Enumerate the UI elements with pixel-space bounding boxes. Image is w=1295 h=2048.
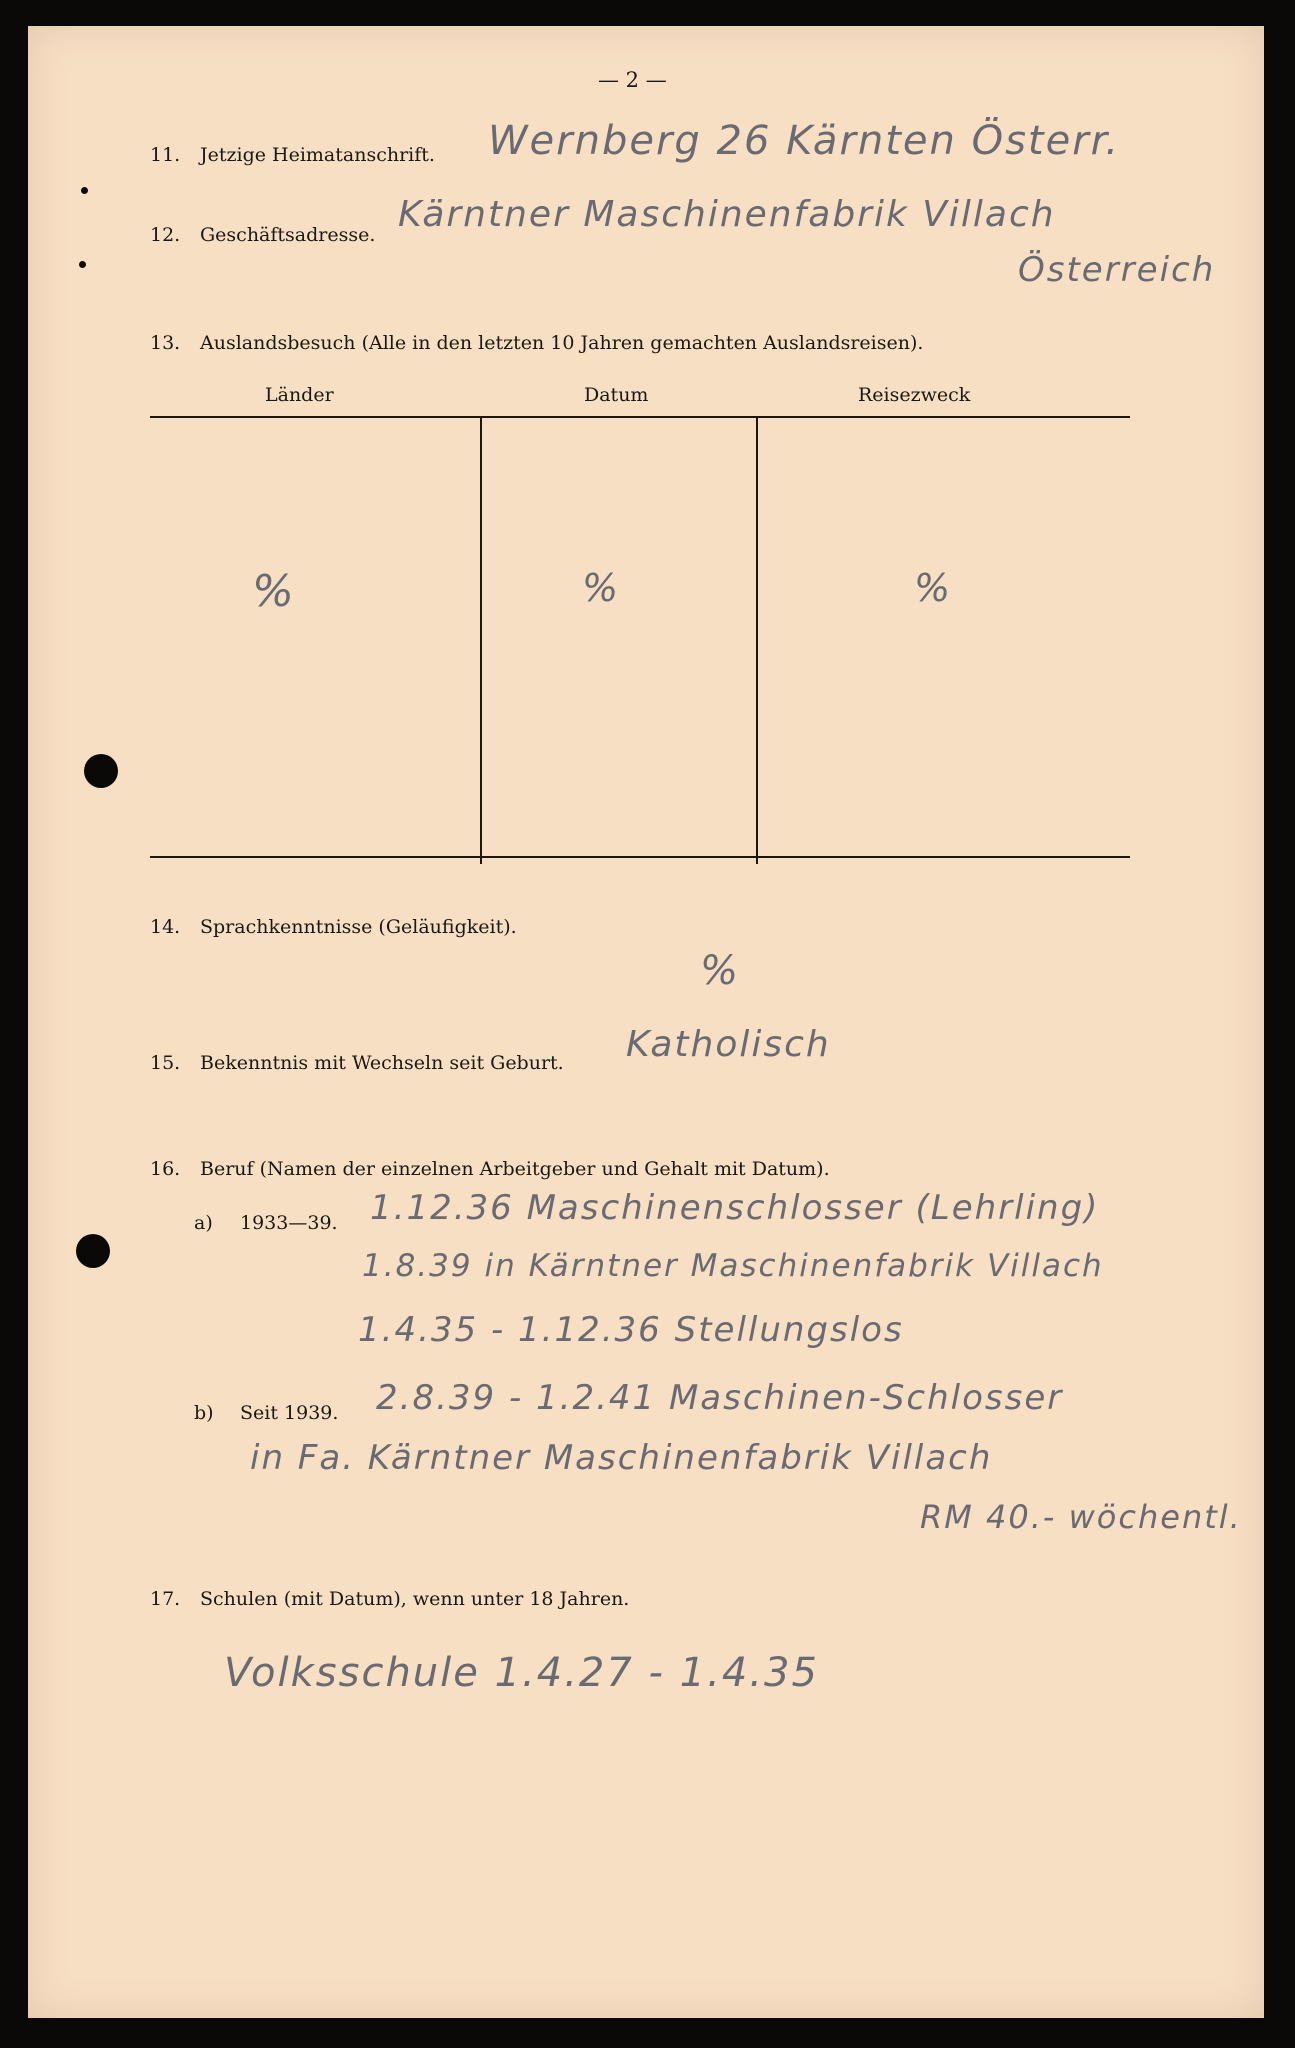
table-cell-laender: %	[252, 566, 296, 617]
q16a-period: 1933—39.	[240, 1212, 338, 1234]
q14-answer: %	[700, 948, 741, 994]
q16a-line3: 1.4.35 - 1.12.36 Stellungslos	[358, 1310, 904, 1350]
table-cell-datum: %	[582, 566, 621, 610]
form-page	[28, 26, 1264, 2018]
q11-label: Jetzige Heimatanschrift.	[200, 144, 435, 166]
q15-label: Bekenntnis mit Wechseln seit Geburt.	[200, 1052, 564, 1074]
table-top-rule	[150, 416, 1130, 418]
q14-number: 14.	[150, 916, 181, 938]
q14-label: Sprachkenntnisse (Geläufigkeit).	[200, 916, 517, 938]
q16b-line3: RM 40.- wöchentl.	[920, 1498, 1242, 1536]
table-header-laender: Länder	[265, 384, 334, 406]
page-number: — 2 —	[598, 68, 667, 92]
q17-answer: Volksschule 1.4.27 - 1.4.35	[224, 1650, 819, 1696]
q16b-line2: in Fa. Kärntner Maschinenfabrik Villach	[250, 1438, 993, 1478]
q16-label: Beruf (Namen der einzelnen Arbeitgeber und Gehalt mit Datum).	[200, 1158, 830, 1180]
q13-label: Auslandsbesuch (Alle in den letzten 10 Jahren gemachten Auslandsreisen).	[200, 332, 924, 354]
q17-number: 17.	[150, 1588, 181, 1610]
q16b-period: Seit 1939.	[240, 1402, 339, 1424]
table-bottom-rule	[150, 856, 1130, 858]
q16a-label: a)	[194, 1212, 213, 1234]
q13-number: 13.	[150, 332, 181, 354]
punch-hole-large-1	[84, 754, 118, 788]
q11-number: 11.	[150, 144, 181, 166]
table-cell-reisezweck: %	[914, 566, 953, 610]
table-divider-1	[480, 418, 482, 864]
punch-hole-small-1	[81, 187, 88, 194]
q15-answer: Katholisch	[626, 1024, 831, 1065]
q16b-label: b)	[194, 1402, 214, 1424]
table-header-reisezweck: Reisezweck	[858, 384, 971, 406]
table-divider-2	[756, 418, 758, 864]
q15-number: 15.	[150, 1052, 181, 1074]
q17-label: Schulen (mit Datum), wenn unter 18 Jahren.	[200, 1588, 630, 1610]
q16a-line1: 1.12.36 Maschinenschlosser (Lehrling)	[370, 1188, 1100, 1228]
punch-hole-large-2	[76, 1234, 110, 1268]
punch-hole-small-2	[79, 261, 86, 268]
q16-number: 16.	[150, 1158, 181, 1180]
table-header-datum: Datum	[584, 384, 649, 406]
q16a-line2: 1.8.39 in Kärntner Maschinenfabrik Villach	[362, 1248, 1104, 1284]
q11-answer: Wernberg 26 Kärnten Österr.	[488, 118, 1121, 164]
q12-answer-line2: Österreich	[1018, 250, 1216, 290]
q12-label: Geschäftsadresse.	[200, 224, 376, 246]
q12-answer-line1: Kärntner Maschinenfabrik Villach	[398, 194, 1056, 235]
q12-number: 12.	[150, 224, 181, 246]
q16b-line1: 2.8.39 - 1.2.41 Maschinen-Schlosser	[376, 1378, 1064, 1418]
